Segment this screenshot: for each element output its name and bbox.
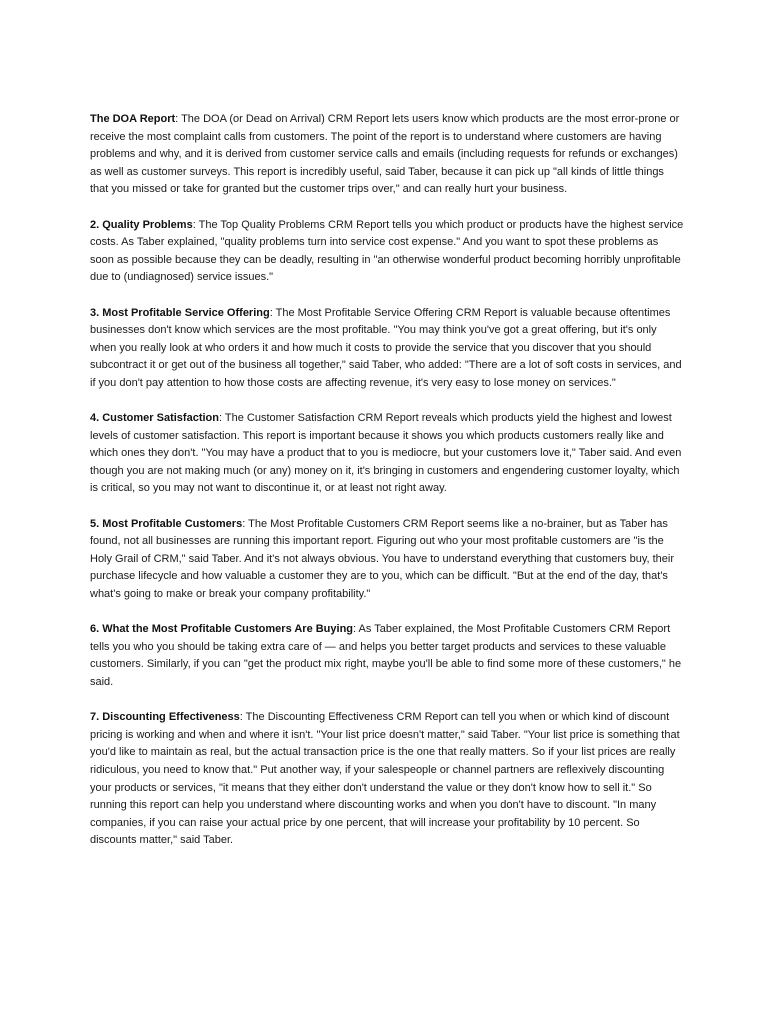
paragraph-text: : The Top Quality Problems CRM Report tells you which product or products have the highest service costs. As Taber explained, "quality problems turn into service cost expense." And you want to spot these problems as soon as possible because they can be deadly, resulting in "an otherwise wonderful product becoming horribly unprofitable due to (undiagnosed) service issues." — [90, 218, 684, 284]
paragraph-text: : The Most Profitable Customers CRM Report seems like a no-brainer, but as Taber has found, not all businesses are running this important report. Figuring out who your most profitable customers are "is the Holy Grail of CRM," said Taber. And it's not always obvious. You have to understand everything that customers buy, their purchase lifecycle and how valuable a customer they are to you, which can be difficult. "But at the end of the day, that's what's going to make or break your company profitability." — [90, 517, 675, 601]
paragraph-customer-satisfaction — [90, 410, 684, 498]
paragraph-doa-report — [90, 111, 684, 199]
paragraph-discounting-effectiveness — [90, 709, 684, 850]
paragraph-most-profitable-customers — [90, 516, 684, 604]
paragraph-quality-problems — [90, 217, 684, 287]
paragraph-heading: 3. Most Profitable Service Offering — [90, 306, 270, 319]
paragraph-heading: The DOA Report — [90, 113, 176, 125]
paragraph-heading: 7. Discounting Effectiveness — [90, 711, 240, 724]
paragraph-heading: 5. Most Profitable Customers — [90, 517, 243, 530]
paragraph-text: : The Discounting Effectiveness CRM Report can tell you when or which kind of discount pricing is working and when and where it isn't. "Your list price doesn't matter," said Taber. "Your list price is something that you'd like to maintain as real, but the actual transaction price is the one that really matters. So if your list prices are really ridiculous, you need to know that." Put another way, if your salespeople or channel partners are reflexively discounting your products or services, "it means that they either don't understand the value or they don't know how to sell it." So running this report can help you understand where discounting works and when you don't have to discount. "In many companies, if you can raise your actual price by one percent, that will increase your profitability by 10 percent. So discounts matter," said Taber. — [90, 711, 680, 847]
paragraph-heading: 6. What the Most Profitable Customers Are Buying — [90, 623, 354, 636]
paragraph-text: : The DOA (or Dead on Arrival) CRM Report lets users know which products are the most error-prone or receive the most complaint calls from customers. The point of the report is to understand where customers are having problems and why, and it is derived from customer service calls and emails (including requests for refunds or exchanges) as well as customer surveys. This report is incredibly useful, said Taber, because it can pick up "all kinds of little things that you missed or take for granted but the customer trips over," and can really hurt your business. — [90, 113, 680, 196]
paragraph-text: : The Most Profitable Service Offering CRM Report is valuable because oftentimes businesses don't know which services are the most profitable. "You may think you've got a great offering, but it's only when you really look at who orders it and how much it costs to provide the service that you discover that you should subcontract it or get out of the business all together," said Taber, who added: "There are a lot of soft costs in services, and if you don't pay attention to how those costs are affecting revenue, it's very easy to lose money on services." — [90, 306, 682, 389]
paragraph-what-customers-are-buying — [90, 621, 684, 691]
paragraph-heading: 2. Quality Problems — [90, 218, 193, 231]
paragraph-heading: 4. Customer Satisfaction — [90, 412, 219, 425]
paragraph-text: : As Taber explained, the Most Profitable Customers CRM Report tells you who you should be taking extra care of — and helps you better target products and services to these valuable customers. Similarly, if you can "get the product mix right, maybe you'll be able to find some more of these customers," he said. — [90, 623, 682, 688]
paragraph-text: : The Customer Satisfaction CRM Report reveals which products yield the highest and lowest levels of customer satisfaction. This report is important because it shows you which products customers really like and which ones they don't. "You may have a product that to you is mediocre, but your customers love it," Taber said. And even though you are not making much (or any) money on it, it's bringing in customers and engendering customer loyalty, which is critical, so you may not want to discontinue it, or at least not right away. — [90, 412, 682, 495]
paragraph-most-profitable-service-offering — [90, 305, 684, 393]
document-page — [90, 111, 684, 868]
